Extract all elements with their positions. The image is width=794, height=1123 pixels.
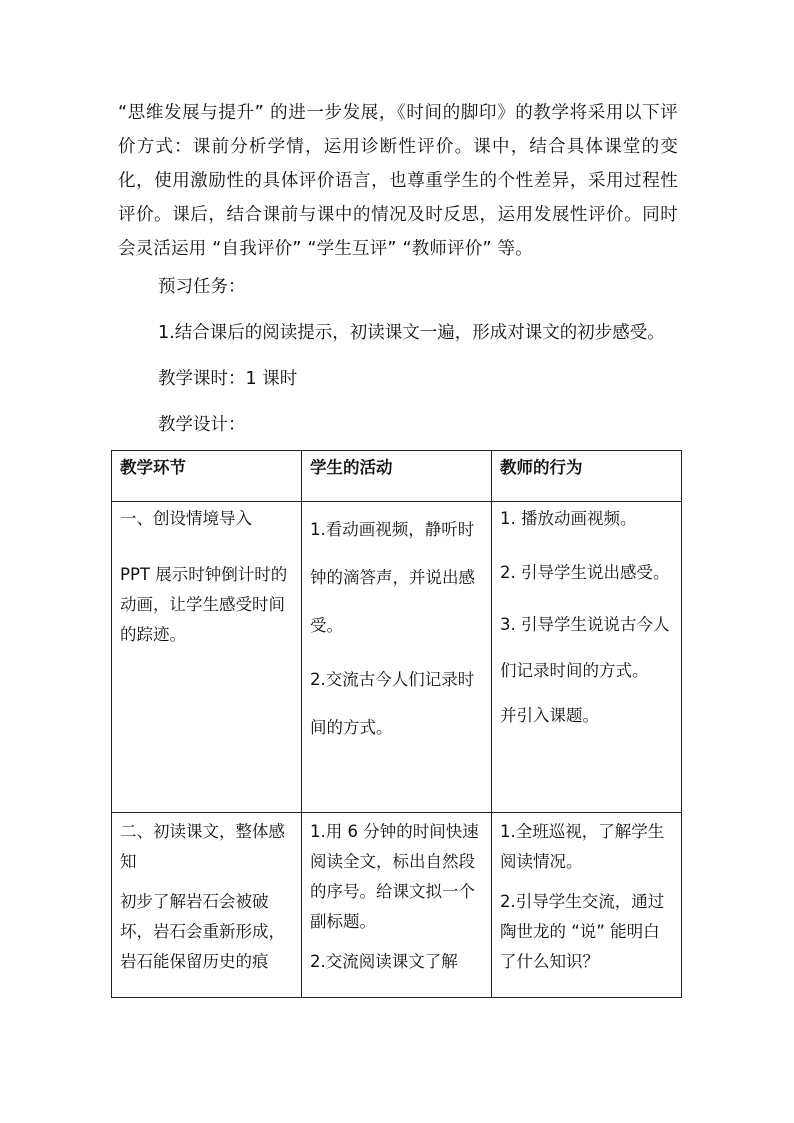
stage-title: 二、初读课文，整体感知: [120, 822, 285, 871]
student-activity-item: 1.看动画视频，静听时钟的滴答声，并说出感受。: [310, 520, 475, 635]
header-teacher-behavior: 教师的行为: [492, 451, 682, 502]
table-row: [112, 502, 682, 813]
student-cell: [302, 813, 492, 998]
stage-title: 一、创设情境导入: [120, 509, 252, 528]
stage-cell: [112, 813, 302, 998]
student-activity-item: 2.交流古今人们记录时间的方式。: [310, 670, 475, 737]
stage-cell: [112, 502, 302, 813]
student-cell: [302, 502, 492, 813]
header-student-activity: 学生的活动: [302, 451, 492, 502]
teacher-behavior-item: 1. 播放动画视频。: [500, 509, 637, 528]
table-header-row: [112, 451, 682, 502]
teacher-behavior-item: 3. 引导学生说说古今人们记录时间的方式。: [500, 615, 670, 680]
preview-task-1: 1.结合课后的阅读提示，初读课文一遍，形成对课文的初步感受。: [158, 323, 665, 343]
teacher-behavior-item: 并引入课题。: [500, 706, 599, 725]
teacher-behavior-item: 1.全班巡视，了解学生阅读情况。: [500, 822, 665, 871]
student-activity-item: 2.交流阅读课文了解: [310, 952, 458, 971]
design-heading: 教学设计：: [158, 415, 246, 435]
student-activity-item: 1.用 6 分钟的时间快速阅读全文，标出自然段的序号。给课文拟一个副标题。: [310, 822, 479, 931]
table-row: [112, 813, 682, 998]
preview-heading: 预习任务：: [158, 277, 246, 297]
teacher-behavior-item: 2. 引导学生说出感受。: [500, 563, 670, 582]
teaching-design-table: [111, 450, 682, 998]
intro-paragraph: “思维发展与提升” 的进一步发展，《时间的脚印》的教学将采用以下评价方式：课前分析学情，运用诊断性评价。课中，结合具体课堂的变化，使用激励性的具体评价语言，也尊重学生的个性差异，采用过程性评价。课后，结合课前与课中的情况及时反思，运用发展性评价。同时会灵活运用 “自我评价” “学生互评” “教师评价” 等。: [118, 103, 678, 259]
teacher-behavior-item: 2.引导学生交流，通过陶世龙的 “说” 能明白了什么知识？: [500, 892, 665, 971]
header-stage: 教学环节: [112, 451, 302, 502]
teacher-cell: [492, 813, 682, 998]
stage-description: 初步了解岩石会被破坏，岩石会重新形成，岩石能保留历史的痕: [120, 892, 285, 971]
class-hours: 教学课时：1 课时: [158, 369, 298, 389]
stage-description: PPT 展示时钟倒计时的动画，让学生感受时间的踪迹。: [120, 565, 288, 644]
teacher-cell: [492, 502, 682, 813]
